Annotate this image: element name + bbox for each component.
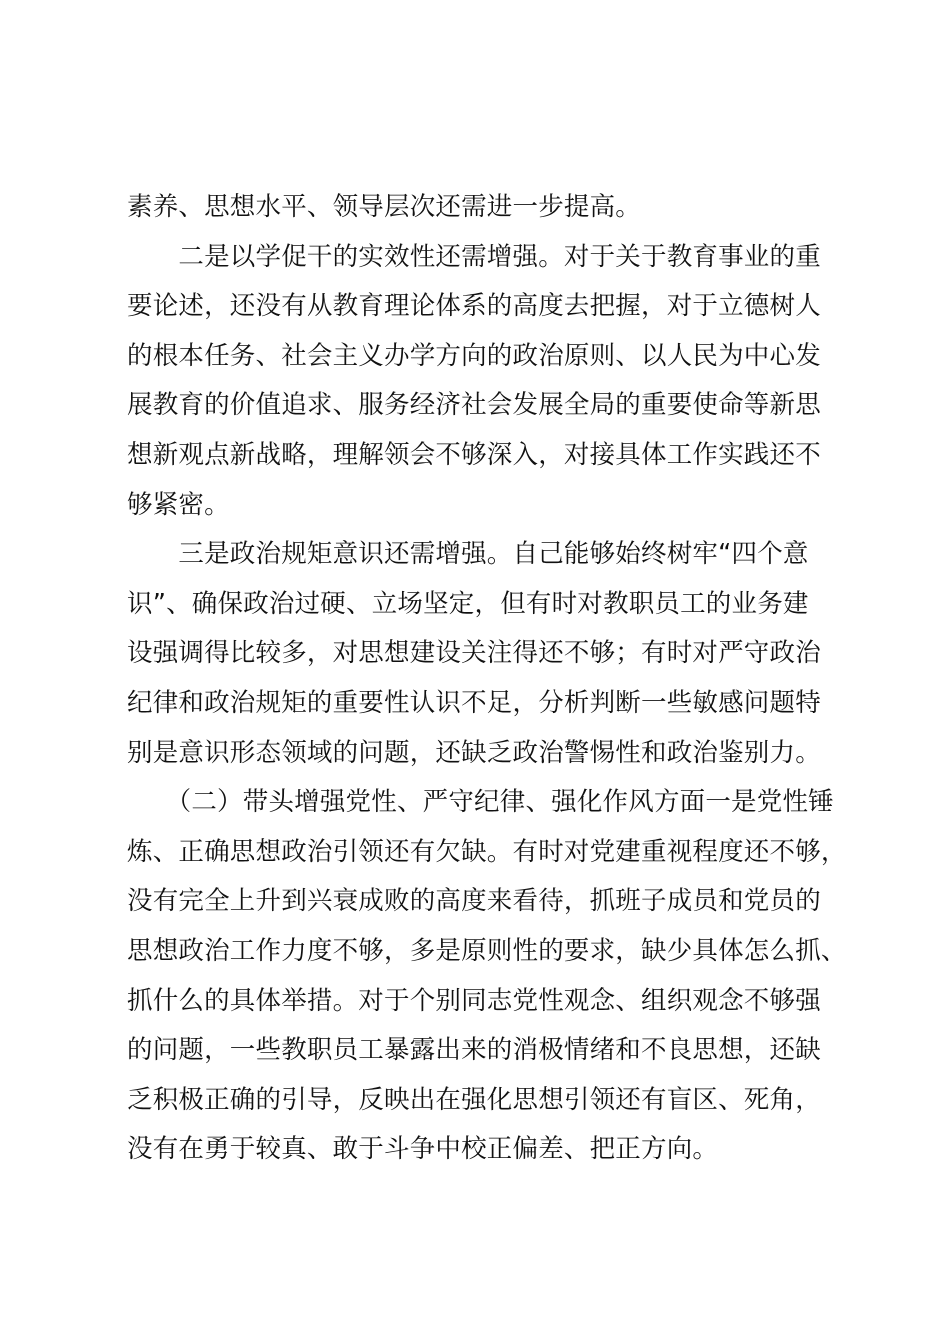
text-line: （二）带头增强党性、严守纪律、强化作风方面一是党性锤 (127, 787, 834, 818)
text-line: 设强调得比较多，对思想建设关注得还不够；有时对严守政治 (127, 638, 821, 669)
text-line: 思想政治工作力度不够，多是原则性的要求，缺少具体怎么抓、 (127, 935, 847, 966)
text-line: 想新观点新战略，理解领会不够深入，对接具体工作实践还不 (127, 439, 821, 470)
text-line: 的问题，一些教职员工暴露出来的消极情绪和不良思想，还缺 (127, 1035, 821, 1066)
text-line: 展教育的价值追求、服务经济社会发展全局的重要使命等新思 (127, 390, 821, 421)
text-line: 没有完全上升到兴衰成败的高度来看待，抓班子成员和党员的 (127, 886, 821, 917)
text-line: 要论述，还没有从教育理论体系的高度去把握，对于立德树人 (127, 291, 821, 322)
text-line: 二是以学促干的实效性还需增强。对于关于教育事业的重 (127, 241, 821, 272)
text-line: 别是意识形态领域的问题，还缺乏政治警惕性和政治鉴别力。 (127, 737, 821, 768)
text-line: 抓什么的具体举措。对于个别同志党性观念、组织观念不够强 (127, 985, 821, 1016)
text-line: 炼、正确思想政治引领还有欠缺。有时对党建重视程度还不够， (127, 836, 847, 867)
text-line: 三是政治规矩意识还需增强。自己能够始终树牢“四个意 (127, 539, 809, 570)
document-body (127, 183, 847, 1175)
text-line: 纪律和政治规矩的重要性认识不足，分析判断一些敏感问题特 (127, 687, 821, 718)
text-line: 乏积极正确的引导，反映出在强化思想引领还有盲区、死角， (127, 1084, 821, 1115)
text-line: 识”、确保政治过硬、立场坚定，但有时对教职员工的业务建 (127, 588, 809, 619)
text-line: 素养、思想水平、领导层次还需进一步提高。 (127, 192, 642, 222)
text-line: 够紧密。 (127, 489, 230, 520)
text-line: 的根本任务、社会主义办学方向的政治原则、以人民为中心发 (127, 340, 821, 371)
text-line: 没有在勇于较真、敢于斗争中校正偏差、把正方向。 (127, 1134, 719, 1165)
